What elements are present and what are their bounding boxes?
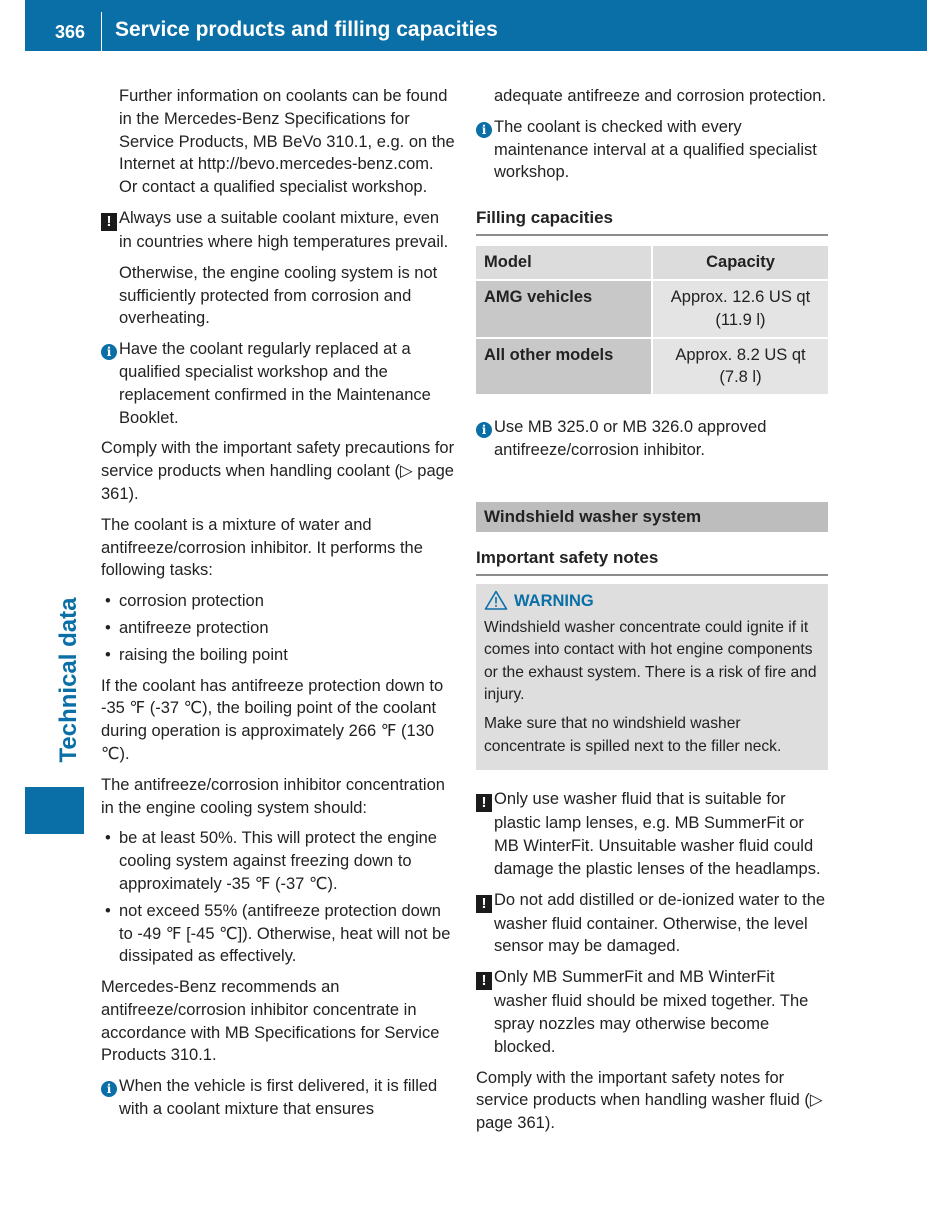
exclamation-icon: !	[101, 213, 117, 231]
table-row	[476, 339, 828, 395]
washer-safety-text: Comply with the important safety notes for service products when handling washer fluid (▷ page 361).	[476, 1068, 823, 1133]
exclamation-icon: !	[476, 972, 492, 990]
column-header-capacity: Capacity	[651, 246, 828, 279]
boiling-point-text: If the coolant has antifreeze protection down to -35 ℉ (-37 ℃), the boiling point of the coolant during operation is approximately 266 ℉ (130 ℃).	[101, 676, 444, 763]
info-icon: i	[476, 422, 492, 438]
warning-text-spill: Make sure that no windshield washer concentrate is spilled next to the filler neck.	[484, 714, 782, 755]
list-item: • corrosion protection	[105, 592, 264, 611]
recommendation-text: Mercedes-Benz recommends an antifreeze/corrosion inhibitor concentrate in accordance with MB Specifications for Service Products 310.1.	[101, 978, 440, 1065]
info-icon: i	[101, 344, 117, 360]
capacity-cell: Approx. 12.6 US qt (11.9 l)	[651, 281, 828, 337]
info-icon: i	[476, 122, 492, 138]
model-cell: All other models	[476, 339, 651, 395]
concentration-intro: The antifreeze/corrosion inhibitor concentration in the engine cooling system should:	[101, 775, 445, 817]
info-note-coolant-checked: i The coolant is checked with every maintenance interval at a qualified specialist workshop.	[476, 116, 828, 184]
coolant-spec-info: Further information on coolants can be found in the Mercedes-Benz Specifications for Service Products, MB BeVo 310.1, e.g. on the Internet at http://bevo.mercedes-benz.com. Or contact a qualified specialist workshop.	[119, 87, 455, 197]
info-icon: i	[101, 1081, 117, 1097]
header-divider	[101, 12, 102, 51]
list-item: • antifreeze protection	[105, 618, 269, 637]
caution-note-coolant: ! Always use a suitable coolant mixture, even in countries where high temperatures prevail.	[101, 207, 455, 254]
page-number: 366	[55, 22, 86, 42]
concentration-list	[101, 827, 455, 968]
chapter-tab-marker	[25, 787, 84, 834]
coolant-tasks-list	[101, 590, 455, 666]
column-header-model: Model	[476, 246, 651, 279]
list-item: • be at least 50%. This will protect the engine cooling system against freezing down to approximately -35 ℉ (-37 ℃).	[105, 829, 437, 893]
warning-label: WARNING	[514, 591, 594, 610]
caution-note-washer-fluid: ! Only use washer fluid that is suitable for plastic lamp lenses, e.g. MB SummerFit or MB WinterFit. Unsuitable washer fluid could damage the plastic lenses of the headlamps.	[476, 788, 828, 880]
table-header-row	[476, 246, 828, 279]
info-note-approved-antifreeze: i Use MB 325.0 or MB 326.0 approved antifreeze/corrosion inhibitor.	[476, 416, 828, 462]
info-note-first-delivery: i When the vehicle is first delivered, it is filled with a coolant mixture that ensures	[101, 1075, 455, 1121]
model-cell: AMG vehicles	[476, 281, 651, 337]
left-column	[101, 85, 455, 1129]
warning-text-ignite: Windshield washer concentrate could ignite if it comes into contact with hot engine components or the exhaust system. There is a risk of fire and injury.	[484, 618, 817, 704]
list-item: • raising the boiling point	[105, 645, 288, 664]
warning-triangle-icon	[484, 590, 508, 610]
right-column	[476, 85, 828, 1143]
filling-capacities-table	[476, 244, 828, 396]
chapter-tab-label: Technical data	[55, 597, 82, 763]
coolant-mixture-text: The coolant is a mixture of water and antifreeze/corrosion inhibitor. It performs the following tasks:	[101, 515, 423, 580]
warning-box	[476, 584, 828, 770]
safety-notes-heading: Important safety notes	[476, 546, 828, 576]
warning-title	[484, 590, 820, 613]
caution-note-mixing: ! Only MB SummerFit and MB WinterFit washer fluid should be mixed together. The spray nozzles may otherwise become blocked.	[476, 966, 828, 1058]
info-note-continuation: adequate antifreeze and corrosion protection.	[494, 87, 827, 105]
page-title: Service products and filling capacities	[115, 18, 498, 41]
capacity-cell: Approx. 8.2 US qt (7.8 l)	[651, 339, 828, 395]
caution-note-distilled-water: ! Do not add distilled or de-ionized water to the washer fluid container. Otherwise, the level sensor may be damaged.	[476, 889, 828, 959]
exclamation-icon: !	[476, 895, 492, 913]
exclamation-icon: !	[476, 794, 492, 812]
safety-precautions-text: Comply with the important safety precautions for service products when handling coolant (▷ page 361).	[101, 439, 455, 503]
page-header	[25, 0, 927, 51]
filling-capacities-heading: Filling capacities	[476, 206, 828, 236]
caution-note-coolant-consequence: Otherwise, the engine cooling system is not sufficiently protected from corrosion and overheating.	[119, 263, 438, 328]
info-note-replace-coolant: i Have the coolant regularly replaced at a qualified specialist workshop and the replacement confirmed in the Maintenance Booklet.	[101, 338, 455, 429]
section-title-washer: Windshield washer system	[476, 502, 828, 532]
list-item: • not exceed 55% (antifreeze protection down to -49 ℉ [-45 ℃]). Otherwise, heat will not be dissipated as effectively.	[105, 901, 451, 966]
table-row	[476, 281, 828, 337]
